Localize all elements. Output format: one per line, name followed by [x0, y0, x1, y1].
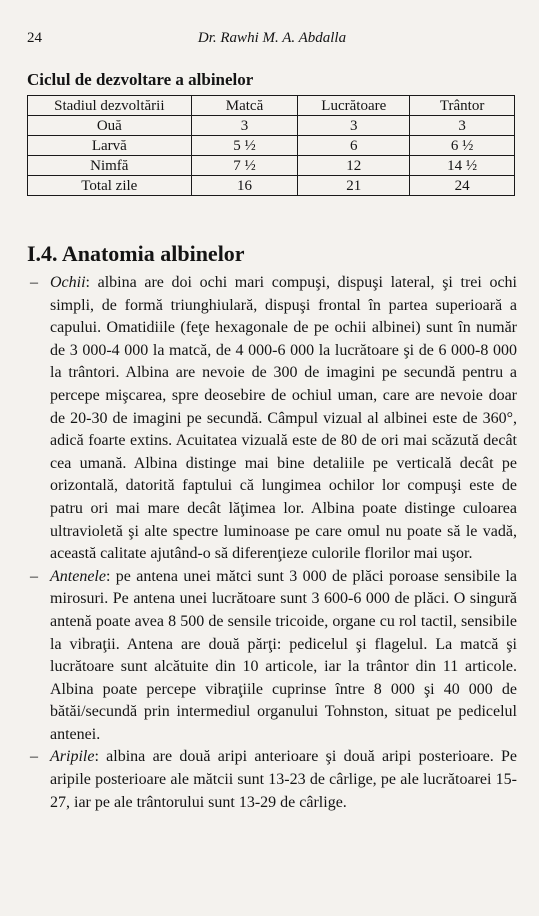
list-item-wings	[27, 746, 517, 814]
item-text: : pe antena unei mătci sunt 3 000 de plăci poroase sensibile la mirosuri. Pe antena unei lucrătoare sunt 3 600-6 000 de plăci. O singură antenă poate avea 8 500 de sensile tricoide, organe cu rol tactil, sensibile la vibraţii. Antena are două părţi: pedicelul şi flagelul. La matcă şi lucrătoare sunt alcătuite din 10 articole, iar la trântor din 11 articole. Albina poate percepe vibraţiile cuprinse între 8 000 şi 40 000 de bătăi/secundă prin intermediul organului Tohnston, situat pe pedicelul antenei.	[50, 567, 517, 743]
header-cell: Matcă	[191, 96, 298, 116]
table-header-row	[28, 96, 515, 116]
table-cell: 3	[191, 116, 298, 136]
running-author: Dr. Rawhi M. A. Abdalla	[197, 30, 347, 46]
item-text: : albina are două aripi anterioare şi două aripi posterioare. Pe aripile posterioare ale mătcii sunt 13-23 de cârlige, pe ale lucrătoarei 15-27, iar pe ale trântorului sunt 13-29 de cârlige.	[50, 748, 517, 811]
body-text	[27, 272, 517, 814]
table-cell: 12	[298, 156, 410, 176]
development-cycle-table	[27, 95, 515, 196]
header-cell: Stadiul dezvoltării	[28, 96, 192, 116]
table-row	[28, 156, 515, 176]
page-number: 24	[27, 30, 42, 46]
table-row	[28, 116, 515, 136]
header-cell: Lucrătoare	[298, 96, 410, 116]
table-cell: 21	[298, 176, 410, 196]
table-cell: Total zile	[28, 176, 192, 196]
table-cell: 24	[410, 176, 515, 196]
table-cell: 6 ½	[410, 136, 515, 156]
list-dash: –	[30, 274, 38, 291]
item-term: Aripile	[50, 748, 95, 766]
table-cell: 3	[410, 116, 515, 136]
table-cell: Ouă	[28, 116, 192, 136]
list-item-antennae	[27, 566, 517, 747]
table-cell: Larvă	[28, 136, 192, 156]
table-cell: 5 ½	[191, 136, 298, 156]
list-dash: –	[30, 748, 38, 766]
table-row	[28, 176, 515, 196]
item-term: Ochii	[50, 274, 86, 291]
page-header	[27, 30, 517, 52]
list-item-eyes	[27, 272, 517, 566]
table-row	[28, 136, 515, 156]
table-cell: 3	[298, 116, 410, 136]
table-title: Ciclul de dezvoltare a albinelor	[27, 70, 254, 89]
item-text: : albina are doi ochi mari compuşi, dispuşi lateral, şi trei ochi simpli, de formă triunghiulară, dispuşi frontal în partea superioară a capului. Omatidiile (feţe hexagonale de pe ochii albinei) sunt în număr de 3 000-4 000 la matcă, de 4 000-6 000 la lucrătoare şi de 6 000-8 000 la trântori. Albina are nevoie de 300 de imagini pe secundă pentru a percepe mişcarea, spre deosebire de ochiul uman, care are nevoie doar de 20-30 de imagini pe secundă. Câmpul vizual al albinei este de 360°, adică foarte extins. Acuitatea vizuală este de 80 de ori mai scăzută decât cea umană. Albina distinge mai bine detaliile pe verticală decât pe orizontală, datorită faptului că lungimea ochilor lor compuşi este de patru ori mai mare decât lăţimea lor. Albina poate distinge culoarea ultravioletă şi alte spectre luminoase pe care omul nu poate să le vadă, această calitate ajutând-o să diferenţieze culorile florilor mai uşor.	[50, 274, 517, 563]
table-cell: Nimfă	[28, 156, 192, 176]
table-cell: 7 ½	[191, 156, 298, 176]
item-term: Antenele	[50, 567, 106, 585]
table-cell: 6	[298, 136, 410, 156]
section-title: I.4. Anatomia albinelor	[27, 241, 245, 266]
table-cell: 14 ½	[410, 156, 515, 176]
list-dash: –	[30, 567, 38, 585]
header-cell: Trântor	[410, 96, 515, 116]
table-cell: 16	[191, 176, 298, 196]
